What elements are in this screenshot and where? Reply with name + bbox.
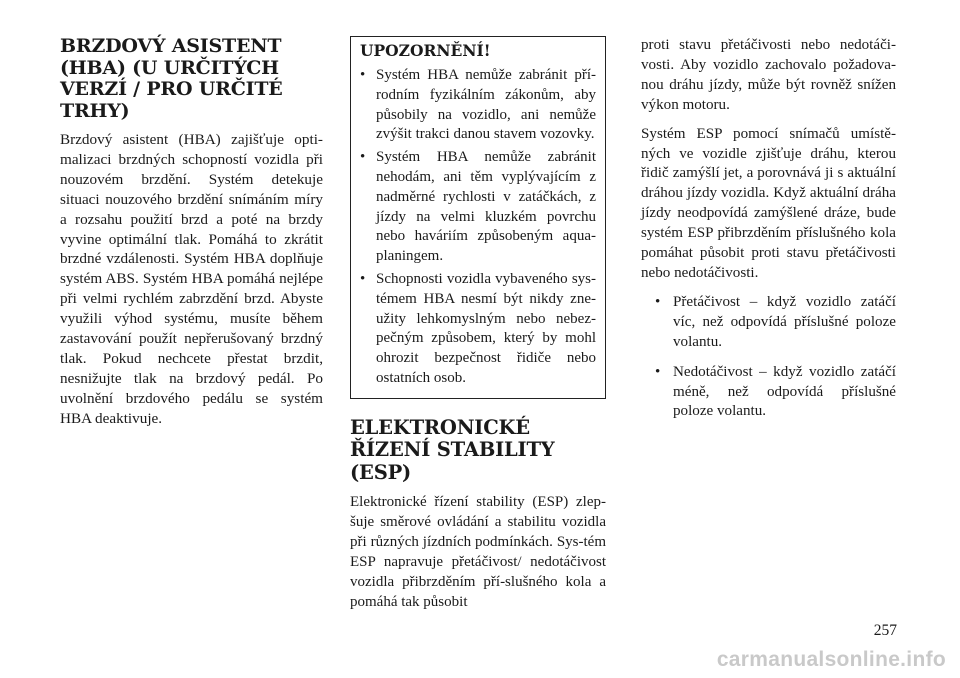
bullet-icon: • bbox=[360, 149, 366, 166]
esp-definition-text: Nedotáčivost – když vozidlo zatáčí méně, než odpovídá příslušné poloze volantu. bbox=[673, 363, 896, 420]
esp-definition-text: Přetáčivost – když vozidlo zatáčí víc, než odpovídá příslušné poloze volantu. bbox=[673, 293, 896, 350]
esp-sensors-text: Systém ESP pomocí snímačů umístě-ných ve vozidle zjišťuje dráhu, kterou řidič zamýšlí jet, a porovnává ji s aktuální dráhou jízdy vozidla. Když aktuální dráha jízdy neodpovídá zamýšlené dráze, bude systém ESP přibrzděním příslušného kola pomáhat působit proti stavu přetáčivosti nebo nedotáčivosti. bbox=[641, 125, 896, 281]
esp-intro-text: Elektronické řízení stability (ESP) zlep-šuje směrové ovládání a stabilitu vozidla při různých jízdních podmínkách. Sys-tém ESP napravuje přetáčivost/ nedotáčivost vozidla přibrzděním pří-slušného kola a pomáhá tak působit bbox=[350, 494, 606, 611]
bullet-icon: • bbox=[360, 270, 366, 287]
warning-title: UPOZORNĚNÍ! bbox=[360, 41, 491, 60]
esp-continuation-text: proti stavu přetáčivosti nebo nedotáči-vosti. Aby vozidlo zachovalo požadova-nou dráhu jízdy, může být rovněž snížen výkon motoru. bbox=[641, 37, 896, 113]
bullet-icon: • bbox=[360, 67, 366, 83]
esp-definition-item bbox=[641, 293, 896, 353]
esp-definition-item bbox=[641, 363, 896, 423]
column-right bbox=[641, 36, 896, 432]
watermark: carmanualsonline.info bbox=[716, 648, 946, 671]
warning-list bbox=[360, 66, 596, 389]
bullet-icon: • bbox=[655, 363, 661, 380]
hba-heading: BRZDOVÝ ASISTENT (HBA) (U URČITÝCH VERZÍ / PRO URČITÉ TRHY) bbox=[60, 35, 283, 122]
column-left bbox=[60, 36, 323, 429]
hba-body-text: Brzdový asistent (HBA) zajišťuje opti-malizaci brzdných schopností vozidla při nouzovém brzdění. Systém detekuje situaci nouzového brzdění snímáním míry a rozsahu použití brzd a poté na brzdy vyvine optimální tlak. Pomáhá to zkrátit brzdné vzdálenosti. Systém HBA doplňuje systém ABS. Systém HBA pomáhá nejlépe při velmi rychlém zabrzdění brzd. Abyste využili výhod systému, musíte během zastavování použít nepřerušovaný brzdný tlak. Pokud nechcete přestat brzdit, nesnižujte tlak na brzdový pedál. Po uvolnění brzdového pedálu se systém HBA deaktivuje. bbox=[60, 131, 323, 427]
warning-item bbox=[360, 148, 596, 267]
esp-definition-list bbox=[641, 293, 896, 422]
esp-heading: ELEKTRONICKÉ ŘÍZENÍ STABILITY (ESP) bbox=[350, 415, 555, 484]
page-number: 257 bbox=[873, 622, 897, 639]
warning-item-text: Systém HBA nemůže zabránit nehodám, ani těm vyplývajícím z nadměrné rychlosti v zatáčkách, z jízdy na velmi kluzkém povrchu nebo haváriím způsobeným aqua-planingem. bbox=[376, 149, 596, 265]
warning-item-text: Schopnosti vozidla vybaveného sys-témem HBA nesmí být nikdy zne-užity lehkomyslným nebo nebez-pečným způsobem, který by mohl ohrozit bezpečnost řidiče nebo ostatních osob. bbox=[376, 270, 596, 386]
warning-item-text: Systém HBA nemůže zabránit pří-rodním fyzikálním zákonům, aby působily na vozidlo, ani nemůže zvýšit trakci danou stavem vozovky. bbox=[376, 67, 596, 143]
warning-item bbox=[360, 270, 596, 389]
bullet-icon: • bbox=[655, 293, 661, 310]
warning-item bbox=[360, 66, 596, 145]
column-middle bbox=[350, 36, 606, 612]
warning-box bbox=[350, 36, 606, 399]
